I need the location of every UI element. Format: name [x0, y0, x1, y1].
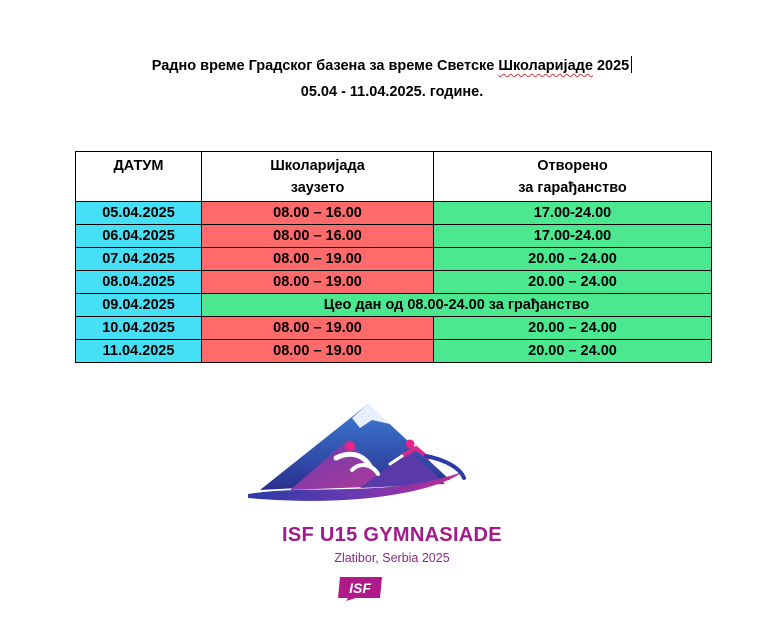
title-part-3: 2025	[592, 58, 630, 74]
header-open-line1: Отворено	[537, 158, 608, 174]
header-busy	[202, 152, 434, 202]
gymnasiade-mountain-logo	[240, 398, 470, 510]
mountain-logo-graphic	[240, 398, 470, 510]
date-cell: 07.04.2025	[76, 248, 202, 271]
header-open	[434, 152, 712, 202]
table-row	[76, 294, 712, 317]
table-row	[76, 340, 712, 363]
full-day-cell: Цео дан од 08.00-24.00 за грађанство	[202, 294, 712, 317]
open-cell: 20.00 – 24.00	[434, 271, 712, 294]
title-part-1: Радно време Градског базена за време Светске	[151, 58, 499, 74]
busy-cell: 08.00 – 16.00	[202, 225, 434, 248]
schedule-table	[75, 151, 712, 363]
open-cell: 20.00 – 24.00	[434, 340, 712, 363]
text-cursor	[631, 56, 632, 73]
date-cell: 09.04.2025	[76, 294, 202, 317]
date-cell: 10.04.2025	[76, 317, 202, 340]
date-cell: 08.04.2025	[76, 271, 202, 294]
date-cell: 11.04.2025	[76, 340, 202, 363]
table-row	[76, 225, 712, 248]
open-cell: 17.00-24.00	[434, 202, 712, 225]
table-row	[76, 271, 712, 294]
header-open-line2: за гарађанство	[518, 180, 627, 196]
event-name: ISF U15 GYMNASIADE	[282, 524, 502, 546]
busy-cell: 08.00 – 19.00	[202, 317, 434, 340]
table-header-row	[76, 152, 712, 202]
busy-cell: 08.00 – 19.00	[202, 248, 434, 271]
title-part-2: Школаријаде	[498, 58, 593, 74]
header-busy-line1: Школаријада	[270, 158, 365, 174]
gymnast-head-shape	[345, 441, 355, 451]
header-date: ДАТУМ	[76, 152, 202, 202]
open-cell: 20.00 – 24.00	[434, 317, 712, 340]
gymnast-head-shape	[406, 440, 415, 449]
header-busy-line2: заузето	[290, 180, 345, 196]
table-row	[76, 317, 712, 340]
open-cell: 20.00 – 24.00	[434, 248, 712, 271]
document-subtitle: 05.04 - 11.04.2025. године.	[300, 84, 484, 100]
busy-cell: 08.00 – 19.00	[202, 340, 434, 363]
busy-cell: 08.00 – 19.00	[202, 271, 434, 294]
open-cell: 17.00-24.00	[434, 225, 712, 248]
date-cell: 06.04.2025	[76, 225, 202, 248]
isf-badge-label: ISF	[349, 580, 371, 596]
document-title	[0, 56, 784, 74]
date-cell: 05.04.2025	[76, 202, 202, 225]
table-row	[76, 202, 712, 225]
table-row	[76, 248, 712, 271]
busy-cell: 08.00 – 16.00	[202, 202, 434, 225]
isf-badge	[336, 575, 384, 602]
event-location: Zlatibor, Serbia 2025	[334, 551, 450, 565]
